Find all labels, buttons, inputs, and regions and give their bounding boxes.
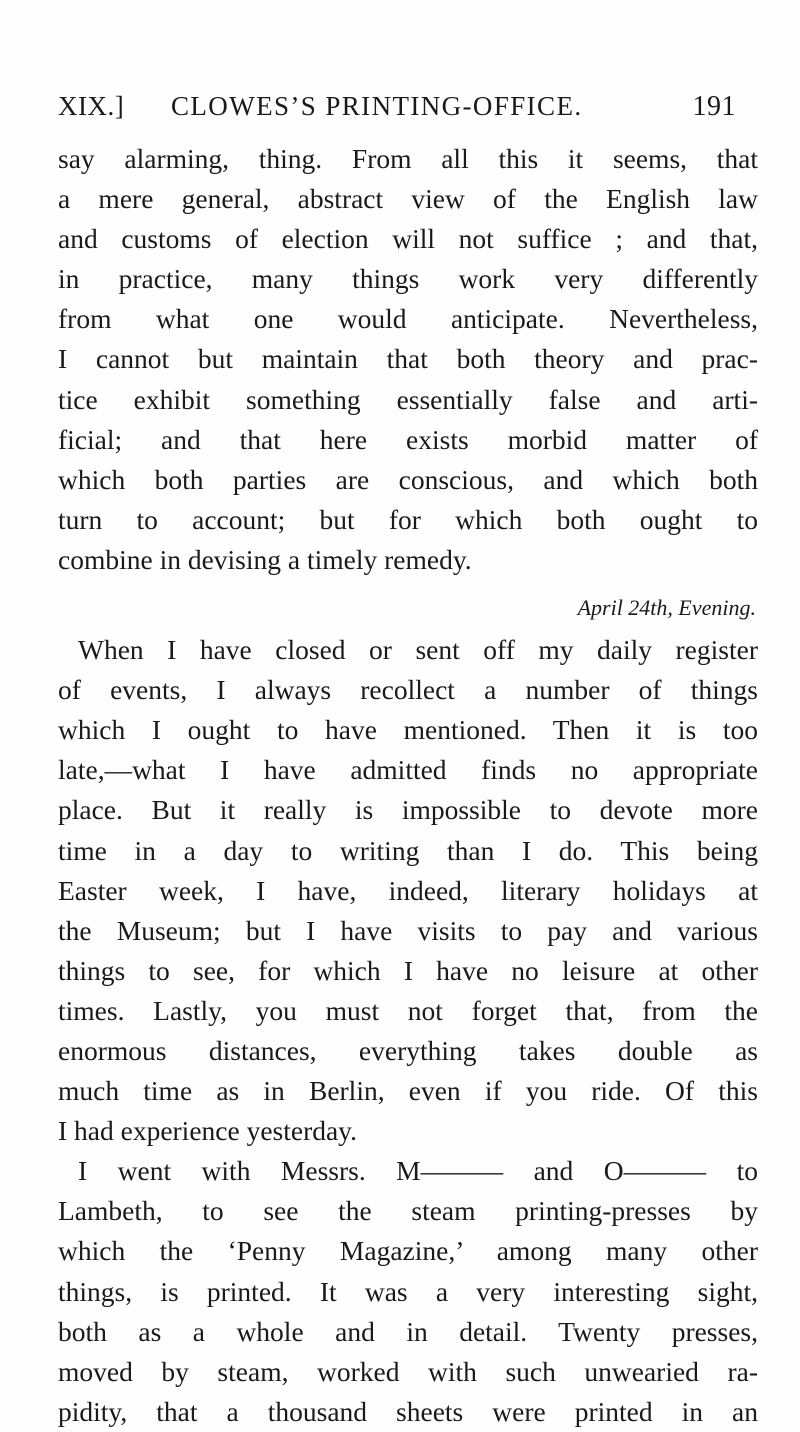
chapter-marker: XIX.] bbox=[58, 91, 125, 121]
text-line: Easter week, I have, indeed, literary holidays at bbox=[58, 874, 758, 906]
text-line: I cannot but maintain that both theory and prac- bbox=[58, 343, 758, 375]
text-line: pidity, that a thousand sheets were printed in an bbox=[58, 1395, 758, 1427]
text-line: the Museum; but I have visits to pay and various bbox=[58, 914, 758, 946]
text-line: in practice, many things work very differently bbox=[58, 263, 758, 295]
text-line: I went with Messrs. M——— and O——— to bbox=[78, 1155, 758, 1187]
text-line: place. But it really is impossible to devote more bbox=[58, 794, 758, 826]
body-text bbox=[58, 139, 758, 1432]
text-line: and customs of election will not suffice ; and that, bbox=[58, 223, 758, 255]
paragraph bbox=[58, 139, 758, 580]
dateline: April 24th, Evening. bbox=[577, 595, 756, 621]
text-line: say alarming, thing. From all this it seems, that bbox=[58, 143, 758, 174]
text-line: times. Lastly, you must not forget that, from the bbox=[58, 994, 758, 1026]
text-line: Lambeth, to see the steam printing-presses by bbox=[58, 1195, 758, 1227]
text-line: a mere general, abstract view of the English law bbox=[58, 183, 758, 215]
page-number: 191 bbox=[692, 91, 736, 122]
text-line: late,—what I have admitted finds no appropriate bbox=[58, 754, 758, 786]
text-line: I had experience yesterday. bbox=[58, 1115, 358, 1147]
text-line: time in a day to writing than I do. This being bbox=[58, 834, 758, 866]
text-line: moved by steam, worked with such unwearied ra- bbox=[58, 1355, 758, 1387]
paragraph bbox=[58, 1151, 758, 1432]
text-line: both as a whole and in detail. Twenty presses, bbox=[58, 1315, 758, 1347]
text-line: much time as in Berlin, even if you ride. Of this bbox=[58, 1075, 758, 1107]
text-line: from what one would anticipate. Nevertheless, bbox=[58, 303, 758, 335]
running-head bbox=[58, 91, 736, 125]
text-line: things to see, for which I have no leisure at other bbox=[58, 954, 758, 986]
text-line: ficial; and that here exists morbid matter of bbox=[58, 423, 758, 455]
text-line: combine in devising a timely remedy. bbox=[58, 543, 472, 575]
text-line: tice exhibit something essentially false and arti- bbox=[58, 383, 758, 415]
text-line: enormous distances, everything takes double as bbox=[58, 1034, 758, 1066]
text-line: turn to account; but for which both ought to bbox=[58, 503, 758, 535]
text-line: When I have closed or sent off my daily register bbox=[78, 634, 758, 666]
running-title: CLOWES’S PRINTING-OFFICE. bbox=[171, 91, 583, 121]
text-line: of events, I always recollect a number of things bbox=[58, 674, 758, 706]
text-line: things, is printed. It was a very interesting sight, bbox=[58, 1275, 758, 1307]
text-line: which the ‘Penny Magazine,’ among many other bbox=[58, 1235, 758, 1267]
text-line: which I ought to have mentioned. Then it is too bbox=[58, 714, 758, 746]
paragraph bbox=[58, 630, 758, 1151]
text-line: which both parties are conscious, and which both bbox=[58, 463, 758, 495]
